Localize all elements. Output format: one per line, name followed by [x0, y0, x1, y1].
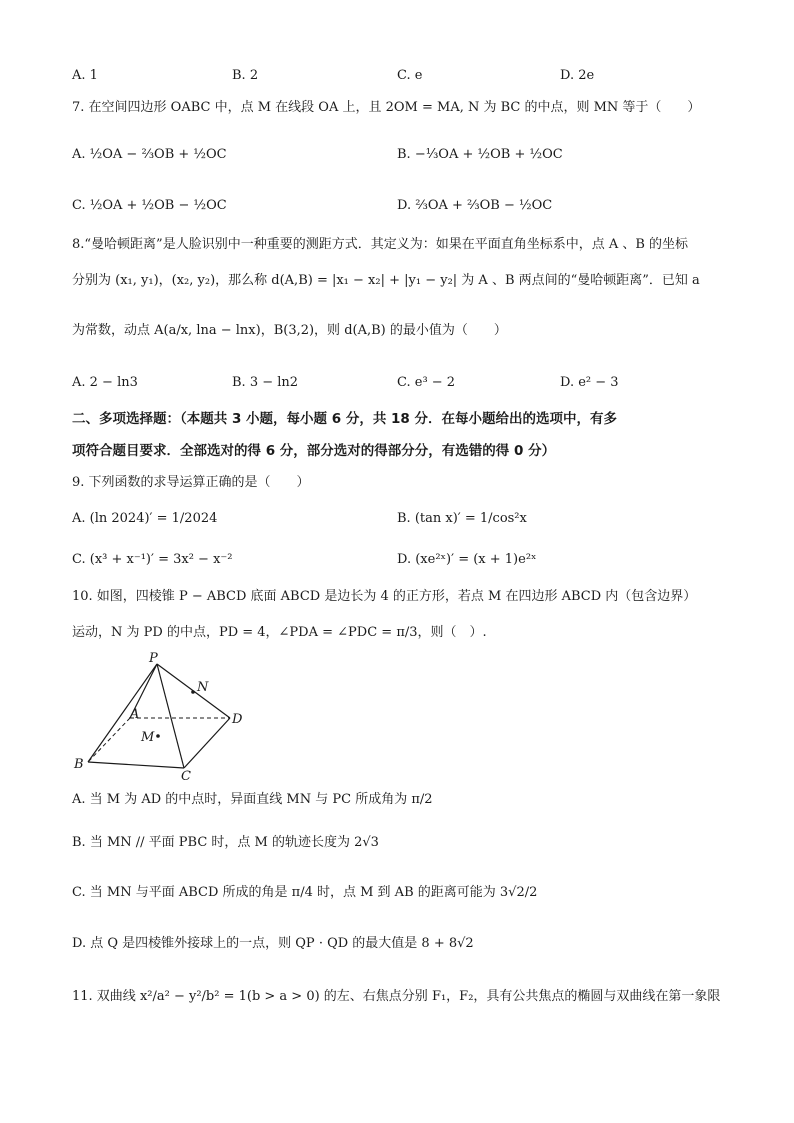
q10-option-b: B. 当 MN // 平面 PBC 时，点 M 的轨迹长度为 2√3: [72, 835, 379, 850]
q10-option-d: D. 点 Q 是四棱锥外接球上的一点，则 QP · QD 的最大值是 8 + 8√2: [72, 936, 474, 951]
q6-option-a: A. 1: [72, 68, 98, 83]
q7-option-d: D. ⅔OA + ⅔OB − ½OC: [397, 198, 553, 213]
q8-option-b: B. 3 − ln2: [232, 375, 299, 390]
q10-option-c: C. 当 MN 与平面 ABCD 所成的角是 π/4 时，点 M 到 AB 的距离可能为 3√2/2: [72, 885, 538, 900]
q8-option-a: A. 2 − ln3: [72, 375, 138, 390]
q6-option-d: D. 2e: [560, 68, 595, 83]
q9-option-d: D. (xe²ˣ)′ = (x + 1)e²ˣ: [397, 552, 537, 567]
edge-pb: [88, 664, 157, 762]
q11-line1: 11. 双曲线 x²/a² − y²/b² = 1(b > a > 0) 的左、右焦点分别 F₁，F₂，具有公共焦点的椭圆与双曲线在第一象限: [72, 989, 721, 1004]
label-a: A: [130, 707, 140, 722]
q9-option-a: A. (ln 2024)′ = 1/2024: [72, 511, 218, 526]
edge-cd: [184, 718, 230, 768]
q6-option-c: C. e: [397, 68, 423, 83]
q6-option-b: B. 2: [232, 68, 259, 83]
edge-ab-hidden: [88, 718, 130, 762]
label-n: N: [197, 680, 209, 695]
q8-line3: 为常数，动点 A(a/x, lna − lnx)，B(3,2)，则 d(A,B) 的最小值为（ ）: [72, 323, 507, 338]
label-p: P: [149, 652, 158, 666]
q9-option-c: C. (x³ + x⁻¹)′ = 3x² − x⁻²: [72, 552, 233, 567]
section2-heading-line2: 项符合题目要求．全部选对的得 6 分，部分选对的得部分分，有选错的得 0 分）: [72, 443, 556, 459]
q7-option-a: A. ½OA − ⅔OB + ½OC: [72, 147, 227, 162]
q10-line1: 10. 如图，四棱锥 P − ABCD 底面 ABCD 是边长为 4 的正方形，若点 M 在四边形 ABCD 内（包含边界）: [72, 589, 697, 604]
q8-option-c: C. e³ − 2: [397, 375, 456, 390]
label-d: D: [232, 712, 243, 727]
q7-option-c: C. ½OA + ½OB − ½OC: [72, 198, 227, 213]
q9-stem: 9. 下列函数的求导运算正确的是（ ）: [72, 475, 310, 490]
q7-stem: 7. 在空间四边形 OABC 中，点 M 在线段 OA 上，且 2OM = MA, N 为 BC 的中点，则 MN 等于（ ）: [72, 100, 701, 115]
q7-option-b: B. −⅓OA + ½OB + ½OC: [397, 147, 563, 162]
q10-line2: 运动，N 为 PD 的中点，PD = 4，∠PDA = ∠PDC = π/3，则（ ）.: [72, 625, 487, 640]
label-b: B: [74, 757, 84, 772]
point-m: [156, 734, 160, 738]
section2-heading-line1: 二、多项选择题：（本题共 3 小题，每小题 6 分，共 18 分．在每小题给出的选项中，有多: [72, 411, 618, 427]
q8-line2: 分别为 (x₁, y₁)，(x₂, y₂)，那么称 d(A,B) = |x₁ − x₂| + |y₁ − y₂| 为 A 、B 两点间的“曼哈顿距离”．已知 a: [72, 273, 700, 288]
label-c: C: [181, 769, 191, 782]
edge-pc: [157, 664, 184, 768]
q8-line1: 8.“曼哈顿距离”是人脸识别中一种重要的测距方式．其定义为：如果在平面直角坐标系中，点 A 、B 的坐标: [72, 237, 689, 252]
edge-bc: [88, 762, 184, 768]
q9-option-b: B. (tan x)′ = 1/cos²x: [397, 511, 527, 526]
label-m: M: [141, 730, 155, 745]
pyramid-figure: [72, 652, 262, 782]
point-n: [191, 690, 195, 694]
q10-option-a: A. 当 M 为 AD 的中点时，异面直线 MN 与 PC 所成角为 π/2: [72, 792, 433, 807]
q8-option-d: D. e² − 3: [560, 375, 619, 390]
